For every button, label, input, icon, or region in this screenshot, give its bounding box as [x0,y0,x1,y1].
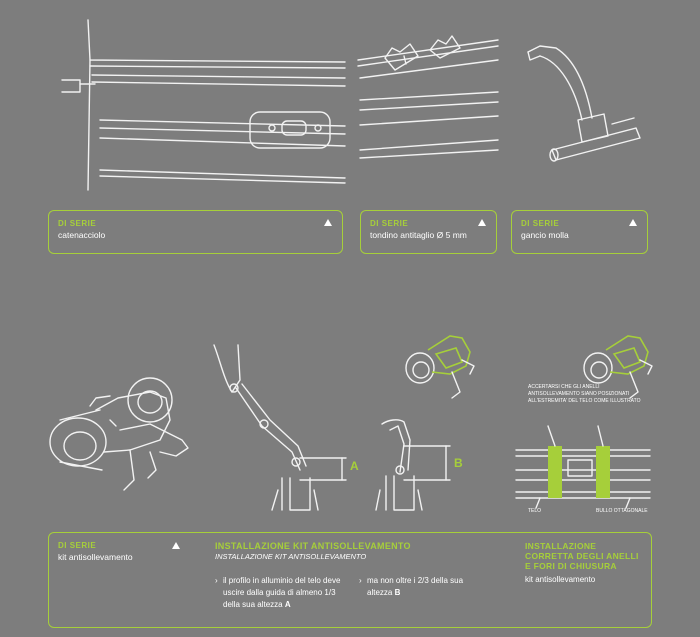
triangle-icon [172,542,180,549]
card-description: gancio molla [521,230,569,240]
label-bullo: BULLO OTTAGONALE [596,508,648,514]
bullet-b-mark: B [394,588,401,597]
install-subtitle: INSTALLAZIONE KIT ANTISOLLEVAMENTO [215,552,367,561]
bullet-a-text: il profilo in alluminio del telo deve uscire dalla guida di almeno 1/3 della sua altezza [223,576,341,609]
card-series-label: DI SERIE [58,541,97,550]
bullet-a-mark: A [284,600,291,609]
bullet-b [359,575,489,599]
install-title: INSTALLAZIONE KIT ANTISOLLEVAMENTO [215,541,411,551]
bullet-a-prefix: › [215,576,218,585]
label-telo: TELO [528,508,542,514]
installation-note: ACCERTARSI CHE GLI ANELLI ANTISOLLEVAMENTO SIANO POSIZIONATI ALL'ESTREMITA' DEL TELO COME ILLUSTRATO [528,384,641,404]
card-description: catenacciolo [58,230,106,240]
card-installation [48,532,652,628]
bullet-b-text: ma non oltre i 2/3 della sua altezza [367,576,464,597]
bullet-b-prefix: › [359,576,362,585]
bullet-a [215,575,353,611]
correct-description: kit antisollevamento [525,575,596,584]
card-description: kit antisollevamento [58,552,133,562]
correct-title: INSTALLAZIONE CORRETTA DEGLI ANELLI E FORI DI CHIUSURA [525,541,639,571]
label-b: B [454,456,463,470]
card-series-label: DI SERIE [58,219,97,228]
label-a: A [350,459,359,473]
card-series-label: DI SERIE [370,219,409,228]
card-series-label: DI SERIE [521,219,560,228]
card-description: tondino antitaglio Ø 5 mm [370,230,467,240]
